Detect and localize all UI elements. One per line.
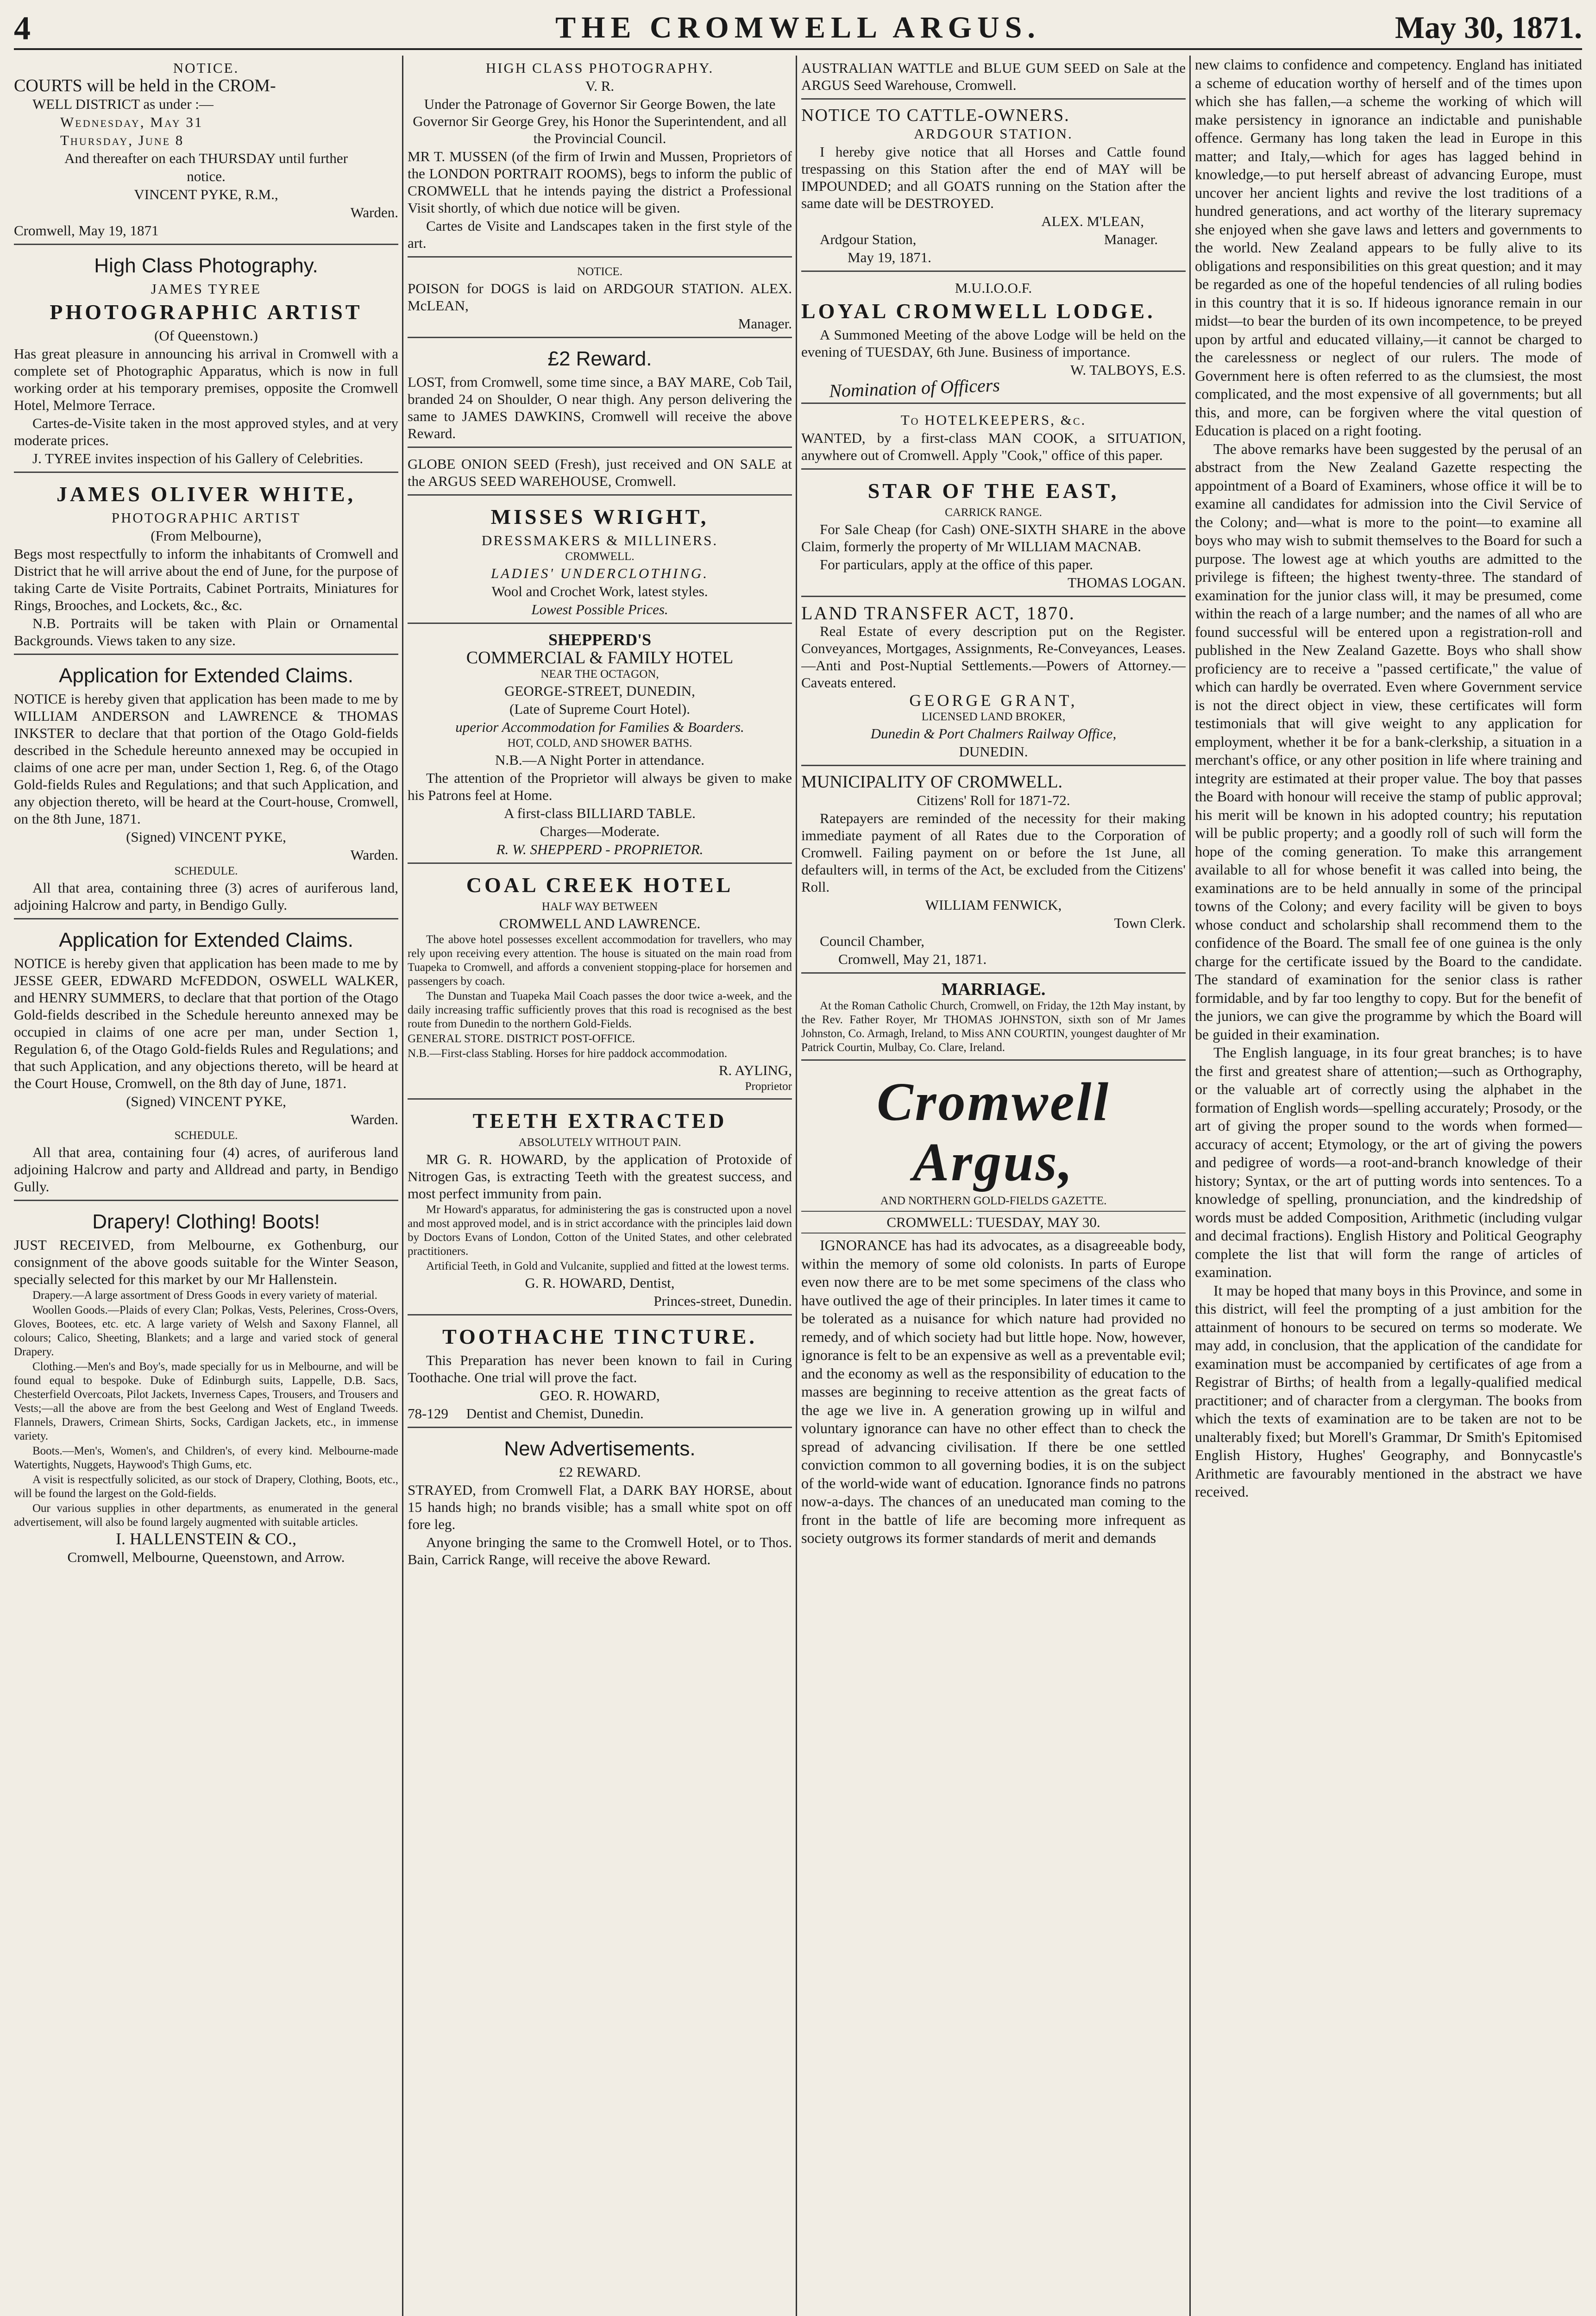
advert-heading: STAR OF THE EAST, (867, 479, 1119, 503)
advert-signature: THOMAS LOGAN. (1068, 574, 1186, 591)
new-advertisements (408, 1432, 792, 1573)
editorial-paragraph: new claims to confidence and competency. England has initiated a scheme of education worthy of herself and of the times upon which she has fallen,—a scheme the working of which will make persistency in ignorance an indictable and punishable offence. Germany has long taken the lead in Europe in this matter; and Italy,—which for ages has lagged behind in knowledge,—to put herself abreast of advancing Europe, must uncover her ancient lights and revive the lost traditions of a hundred generations, and act worthy of the literary supremacy she enjoyed when she gave laws and letters and governments to the world. New Zealand appears to be fully alive to its obligations and responsibilities on this great question; and it may be regarded as one of the hopeful tendencies of all ruling bodies in this country that it is so. If hideous ignorance remain in our midst—to bear the burden of its own incompetence, to be preyed upon by artful and educated villainy,—it cannot be charged to the carelessness or neglect of our rulers. The mode of Government here is often referred to as the clumsiest, the most complicated, and the most expensive of all governments; but all this, and more, can be forgiven where the vital question of Education is placed on a right footing. (1195, 56, 1582, 439)
advert-from: (Of Queenstown.) (154, 327, 258, 344)
advert-body: Woollen Goods.—Plaids of every Clan; Polkas, Vests, Pelerines, Cross-Overs, Gloves, Bootees, etc. etc. A large variety of Welsh and Saxony Flannel, all colours; Calico, Sheeting, Blankets; and a large and varied stock of general Drapery. (14, 1304, 398, 1358)
claim-signed: (Signed) VINCENT PYKE, (126, 1093, 286, 1109)
advert-body: Artificial Teeth, in Gold and Vulcanite, supplied and fitted at the lowest terms. (426, 1260, 789, 1272)
notice-heading: NOTICE TO CATTLE-OWNERS. (801, 106, 1070, 125)
schedule-heading: SCHEDULE. (174, 865, 238, 877)
column-1 (14, 56, 398, 2316)
notice-body: POISON for DOGS is laid on ARDGOUR STATION. ALEX. McLEAN, (408, 280, 792, 314)
reward-heading: £2 Reward. (547, 347, 652, 370)
advert-line: HOT, COLD, AND SHOWER BATHS. (507, 737, 692, 749)
tyree-advert (14, 249, 398, 473)
column-rule (402, 56, 403, 2316)
advert-body: A visit is respectfully solicited, as our stock of Drapery, Clothing, Boots, etc., will be found the largest on the Gold-fields. (14, 1473, 398, 1500)
advert-sub: ABSOLUTELY WITHOUT PAIN. (518, 1136, 681, 1149)
advert-line: Charges—Moderate. (540, 823, 660, 839)
advert-body: This Preparation has never been known to fail in Curing Toothache. One trial will prove the fact. (408, 1352, 792, 1385)
notice-line: COURTS will be held in the CROM- (14, 76, 276, 95)
shepperd-advert (408, 628, 792, 864)
advert-heading: LAND TRANSFER ACT, 1870. (801, 603, 1075, 623)
advert-line: N.B.—First-class Stabling. Horses for hire paddock accommodation. (408, 1047, 728, 1060)
courts-notice (14, 56, 398, 245)
claim-heading: Application for Extended Claims. (59, 929, 353, 951)
advert-sub: DRESSMAKERS & MILLINERS. (481, 532, 718, 548)
editorial-paragraph: IGNORANCE has had its advocates, as a disagreeable body, within the memory of some old colonists. In parts of Europe even now there are to be met some specimens of the class who have outlived the age of their principles. In later times it came to be tolerated as a nuisance for which nature had provided no remedy, and of which society had but little hope. Now, however, ignorance is felt to be an expensive as well as a preventable evil; and the economy as well as the responsibility of education to the masses are beginning to receive attention as the great facts of the age we live in. A generation growing up in wilful and voluntary ignorance can have no other effect than to check the spread of advancing civilisation. If there be one settled conviction common to all governing bodies, it is on the subject of the world-wide want of education. Ignorance finds no patrons now-a-days. The chances of an uneducated man coming to the front in the battle of life are becoming more infrequent as society outgrows its former standards of merit and demands (801, 1237, 1186, 1546)
notice-line: And thereafter on each THURSDAY until further (64, 150, 348, 166)
column-4 (1195, 56, 1582, 2316)
advert-body: Cartes-de-Visite taken in the most approved styles, and at very moderate prices. (14, 415, 398, 448)
advert-body: Drapery.—A large assortment of Dress Goods in every variety of material. (32, 1289, 377, 1302)
lodge-signature: W. TALBOYS, E.S. (1070, 362, 1186, 378)
notice-place-text: Ardgour Station, (820, 231, 917, 247)
reward-notice (408, 342, 792, 448)
advert-name: MISSES WRIGHT, (490, 505, 709, 529)
advert-heading: To HOTELKEEPERS, &c. (900, 412, 1087, 428)
advert-line: GENERAL STORE. DISTRICT POST-OFFICE. (408, 1032, 635, 1045)
marriage-notice (801, 977, 1186, 1061)
advert-line: A first-class BILLIARD TABLE. (504, 805, 696, 821)
notice-sub: Citizens' Roll for 1871-72. (917, 792, 1070, 808)
onion-advert (408, 452, 792, 496)
advert-address (408, 1405, 792, 1422)
notice-date: May 19, 1871. (848, 249, 931, 265)
advert-body: Has great pleasure in announcing his arrival in Cromwell with a complete set of Photographic Apparatus, which is now in full working order at his temporary premises, opposite the Cromwell Hotel, Melmore Terrace. (14, 346, 398, 413)
notice-body: Ratepayers are reminded of the necessity for their making immediate payment of all Rates due to the Corporation of Cromwell. Failing payment on or before the 1st June, all defaulters will, in terms of the Act, be excluded from the Citizens' Roll. (801, 810, 1186, 895)
advert-line: GEORGE-STREET, DUNEDIN, (504, 683, 695, 699)
advert-body: For Sale Cheap (for Cash) ONE-SIXTH SHARE in the above Claim, formerly the property of Mr WILLIAM MACNAB. (801, 521, 1186, 554)
editorial-paragraph: The English language, in its four great branches; is to have the first and greatest share of attention;—such as Orthography, or the valuable art of correctly using the alphabet in the formation of English words—spelling accurately; Prosody, or the art of giving the proper sound to the words when formed—accuracy of accent; Etymology, or the art of giving the powers and pedigree of words—a root-and-branch knowledge of their history; Syntax, or the art of putting words into sentences. To a knowledge of spelling, pronunciation, and the kindredship of words must be added Composition, Arithmetic (including vulgar and decimal fractions). English History and Political Geography complete the list that will form the range of articles of examination. (1195, 1044, 1582, 1280)
advert-title: PHOTOGRAPHIC ARTIST (111, 510, 301, 526)
advert-body: JUST RECEIVED, from Melbourne, ex Gothenburg, our consignment of the above goods suitable for the Winter Season, specially selected for this market by our Mr Hallenstein. (14, 1237, 398, 1287)
reward-heading: £2 REWARD. (559, 1464, 641, 1480)
notice-signature: WILLIAM FENWICK, (925, 897, 1062, 913)
notice-line: Thursday, June 8 (60, 132, 184, 148)
notice-title: Manager. (738, 315, 792, 332)
advert-signature: I. HALLENSTEIN & CO., (116, 1529, 296, 1548)
notice-date: Cromwell, May 19, 1871 (14, 222, 159, 239)
advert-heading: HIGH CLASS PHOTOGRAPHY. (485, 60, 714, 76)
advert-body: MR G. R. HOWARD, by the application of Protoxide of Nitrogen Gas, is extracting Teeth with the greatest success, and most perfect immunity from pain. (408, 1151, 792, 1202)
schedule-text: All that area, containing three (3) acres of auriferous land, adjoining Halcrow and party, in Bendigo Gully. (14, 880, 398, 913)
lodge-name: LOYAL CROMWELL LODGE. (801, 299, 1156, 323)
advert-line: NEAR THE OCTAGON, (540, 668, 659, 680)
advert-line: The attention of the Proprietor will always be given to make his Patrons feel at Home. (408, 770, 792, 803)
advert-town: DUNEDIN. (959, 743, 1028, 760)
claim-body: NOTICE is hereby given that application has been made to me by WILLIAM ANDERSON and LAWRENCE & THOMAS INKSTER to declare that that portion of the Otago Gold-fields described in the Schedule hereunto annexed may be occupied in claims of one acre per man, under Section 1, Reg. 6, of the Otago Gold-fields Rules and Regulations; and that such Application, and any objection thereto, will be heard at the Court-house, Cromwell, on the 8th June, 1871. (14, 691, 398, 827)
column-rule (1189, 56, 1191, 2316)
advert-line: (Late of Supreme Court Hotel). (509, 701, 690, 717)
paper-banner: Cromwell Argus, (876, 1071, 1111, 1192)
advert-address: Cromwell, Melbourne, Queenstown, and Arrow. (67, 1549, 345, 1565)
advert-heading: COAL CREEK HOTEL (466, 873, 734, 897)
advert-body: Cartes de Visite and Landscapes taken in the first style of the art. (408, 218, 792, 251)
cattle-notice (801, 103, 1186, 272)
advert-heading: SHEPPERD'S (548, 630, 652, 649)
advert-line: LADIES' UNDERCLOTHING. (490, 565, 709, 581)
advert-body: Begs most respectfully to inform the inhabitants of Cromwell and District that he will arrive about the end of June, for the purpose of taking Carte de Visite Portraits, Cabinet Portraits, Miniatures for Rings, Brooches, and Lockets, &c., &c. (14, 546, 398, 613)
coal-creek-advert (408, 868, 792, 1100)
advert-signature: R. W. SHEPPERD - PROPRIETOR. (496, 841, 704, 857)
advert-signature: G. R. HOWARD, Dentist, (525, 1275, 675, 1291)
schedule-text: All that area, containing four (4) acres, of auriferous land adjoining Halcrow and party and Alldread and party, in Bendigo Gully. (14, 1144, 398, 1195)
advert-name: GEORGE GRANT, (909, 691, 1078, 710)
lodge-order: M.U.I.O.O.F. (955, 280, 1032, 296)
issue-date: May 30, 1871. (1395, 10, 1582, 45)
advert-heading: Drapery! Clothing! Boots! (92, 1210, 320, 1233)
paper-title: THE CROMWELL ARGUS. (555, 11, 1041, 44)
claim-signed: (Signed) VINCENT PYKE, (126, 829, 286, 845)
star-advert (801, 473, 1186, 597)
advert-body: Real Estate of every description put on the Register. Conveyances, Mortgages, Assignments, Re-Conveyances, Leases.—Anti and Post-Nuptial Settlements.—Powers of Attorney.—Caveats entered. (801, 623, 1186, 691)
advert-body: The Dunstan and Tuapeka Mail Coach passes the door twice a-week, and the daily increasing traffic sufficiently proves that this road is recognised as the best route from Dunedin to the northern Gold-Fields. (408, 990, 792, 1030)
notice-station: ARDGOUR STATION. (914, 126, 1073, 142)
white-advert (14, 477, 398, 655)
advert-body: GLOBE ONION SEED (Fresh), just received and ON SALE at the ARGUS SEED WAREHOUSE, Cromwell. (408, 456, 792, 489)
cook-advert (801, 408, 1186, 470)
marriage-heading: MARRIAGE. (941, 980, 1046, 999)
notice-signature: VINCENT PYKE, R.M., (134, 186, 278, 202)
advert-patronage: Under the Patronage of Governor Sir George Bowen, the late Governor Sir George Grey, his Honor the Superintendent, and all the Provincial Council. (413, 96, 787, 146)
column-rule (796, 56, 797, 2316)
claim-heading: Application for Extended Claims. (59, 664, 353, 687)
marriage-body: At the Roman Catholic Church, Cromwell, on Friday, the 12th May instant, by the Rev. Father Royer, Mr THOMAS JOHNSTON, sixth son of Mr James Johnston, Co. Armagh, Ireland, to Miss ANN COURTIN, youngest daughter of Mr Patrick Courtin, Mulbay, Co. Clare, Ireland. (801, 1000, 1186, 1054)
notice-title: Town Clerk. (1114, 915, 1186, 931)
royal-cipher: V. R. (585, 78, 615, 94)
column-3 (801, 56, 1186, 2316)
advert-body: Our various supplies in other departments, as enumerated in the general advertisement, will also be found largely augmented with suitable articles. (14, 1502, 398, 1529)
editorial (801, 1064, 1186, 1551)
advert-line: Lowest Possible Prices. (531, 601, 668, 617)
poison-notice (408, 261, 792, 338)
notice-title: Warden. (350, 204, 398, 220)
advert-line: N.B.—A Night Porter in attendance. (495, 752, 704, 768)
advert-body: Boots.—Men's, Women's, and Children's, of every kind. Melbourne-made Watertights, Nuggets, Haywood's Thigh Gums, etc. (14, 1445, 398, 1471)
notice-line: notice. (187, 168, 226, 184)
reward-body: LOST, from Cromwell, some time since, a BAY MARE, Cob Tail, branded 24 on Shoulder, O near thigh. Any person delivering the same to JAMES DAWKINS, Cromwell will receive the above Reward. (408, 374, 792, 441)
notice-date: Cromwell, May 21, 1871. (838, 951, 987, 967)
land-transfer-advert (801, 601, 1186, 766)
advert-body: N.B. Portraits will be taken with Plain or Ornamental Backgrounds. Views taken to any size. (14, 615, 398, 648)
page-number: 4 (14, 10, 31, 47)
advert-signature: GEO. R. HOWARD, (540, 1387, 660, 1403)
notice-heading: MUNICIPALITY OF CROMWELL. (801, 772, 1063, 792)
advert-line: CROMWELL AND LAWRENCE. (499, 915, 701, 931)
wattle-advert (801, 56, 1186, 100)
notice-signature: ALEX. M'LEAN, (1041, 213, 1144, 229)
masthead (14, 9, 1582, 50)
advert-title: PHOTOGRAPHIC ARTIST (50, 300, 363, 324)
advert-body: The above hotel possesses excellent accommodation for travellers, who may rely upon receiving every attention. The house is situated on the main road from Tuapeka to Cromwell, and affords a convenient stopping-place for horsemen and passengers by coach. (408, 933, 792, 988)
reward-body: Anyone bringing the same to the Cromwell Hotel, or to Thos. Bain, Carrick Range, will receive the above Reward. (408, 1534, 792, 1567)
advert-line: uperior Accommodation for Families & Boarders. (455, 719, 744, 735)
claim-body: NOTICE is hereby given that application has been made to me by JESSE GEER, EDWARD McFEDDON, OSWELL WALKER, and HENRY SUMMERS, to declare that that portion of the Otago Gold-fields described in the Schedule hereunto annexed may be occupied in claims of one acre per man, under Section 1, Regulation 6, of the Otago Gold-fields Rules and Regulations; and that such Application, and any objections thereto, will be heard at the Court House, Cromwell, on the 8th day of June, 1871. (14, 955, 398, 1091)
notice-heading: NOTICE. (173, 60, 239, 76)
advert-signature: R. AYLING, (718, 1062, 792, 1078)
notice-line: WELL DISTRICT as under :— (32, 96, 214, 112)
tincture-advert (408, 1319, 792, 1428)
advert-name: JAMES OLIVER WHITE, (56, 482, 356, 506)
advert-address: Princes-street, Dunedin. (653, 1293, 792, 1309)
advert-body: MR T. MUSSEN (of the firm of Irwin and Mussen, Proprietors of the LONDON PORTRAIT ROOMS), begs to inform the public of CROMWELL that he intends paying the district a Professional Visit shortly, of which due notice will be given. (408, 148, 792, 216)
schedule-heading: SCHEDULE. (174, 1129, 238, 1142)
advert-body: Mr Howard's apparatus, for administering the gas is constructed upon a novel and most approved model, and is in strict accordance with the principles laid down by Doctors Evans of London, Cotton of the United States, and other celebrated practitioners. (408, 1203, 792, 1258)
notice-title: Manager. (1104, 231, 1158, 247)
lodge-notice (801, 276, 1186, 404)
reward-body: STRAYED, from Cromwell Flat, a DARK BAY HORSE, about 15 hands high; no brands visible; has a small white spot on off fore leg. (408, 1482, 792, 1532)
editorial-paragraph: It may be hoped that many boys in this Province, and some in this district, will feel the prompting of a just ambition for the attainment of honours to be secured on terms so moderate. We may add, in conclusion, that the application of the candidate for examination must be accompanied by certificates of age from a Registrar of Births; of health from a legally-qualified medical practitioner; and of character from a clergyman. The books from which the texts of examination are to be taken are not to be unalterably fixed; but Morell's Grammar, Dr Smith's Epitomised English History, Hughes' Geography, and Bonnycastle's Arithmetic are favourably mentioned in the abstract we have received. (1195, 1282, 1582, 1500)
advert-title: Proprietor (745, 1080, 792, 1093)
advert-office: Dunedin & Port Chalmers Railway Office, (870, 725, 1117, 742)
advert-name: JAMES TYREE (151, 281, 262, 297)
notice-heading: NOTICE. (577, 265, 622, 278)
advert-from: (From Melbourne), (151, 528, 262, 544)
drapery-advert (14, 1205, 398, 1570)
banner-sub: AND NORTHERN GOLD-FIELDS GAZETTE. (880, 1195, 1107, 1207)
advert-sub: CARRICK RANGE. (945, 506, 1042, 519)
mussen-advert (408, 56, 792, 258)
advert-line: Wool and Crochet Work, latest styles. (491, 583, 708, 599)
notice-line: Wednesday, May 31 (60, 114, 203, 130)
advert-heading: High Class Photography. (94, 254, 318, 277)
advert-line: HALF WAY BETWEEN (541, 900, 658, 913)
advert-heading: TOOTHACHE TINCTURE. (442, 1325, 757, 1348)
section-heading: New Advertisements. (504, 1437, 696, 1460)
handwritten-note-text: Nomination of Officers (829, 374, 1000, 402)
advert-name: COMMERCIAL & FAMILY HOTEL (466, 648, 734, 667)
editorial-paragraph: The above remarks have been suggested by the perusal of an abstract from the New Zealand Gazette respecting the appointment of a Board of Examiners, whose office it will be to examine all candidates for admission into the Civil Service of the Colony; and—what is more to the point—to examine all boys who may wish to submit themselves to the Board for such a purpose. The lowest age at which youths are admitted to the privilege is fifteen; the highest twenty-three. The standard of examination for the junior class will, it may be presumed, come within the reach of a large number; and the names of all who are found successful will be entered upon a registration-roll and published in the New Zealand Gazette. Boys who shall show proficiency are to receive a "passed certificate," the value of which can hardly be overrated. Even where Government service is not the direct object in view, these certificates will form testimonials that will give weight to any application for employment, whether it be for a bank-clerkship, a situation in a merchant's office, or any other position in life where training and integrity are estimated at their proper value. The boy that passes the Board with honour will receive the stamp of public approval; his merit will be known in his adopted country; his reputation will be public property; and a goodly roll of such will form the hope of the coming generation. To make this arrangement available to all for whose benefit it was called into being, the examinations are to be held annually in some of the principal towns of the Colony; and every facility will be given to boys whose conduct and scholarship shall recommend them to the confidence of the Board. The small fee of one guinea is the only charge for the certificate issued by the Board to the candidate. The standard of examination for the senior class is rather formidable, and by far too lengthy to copy. But for the benefit of the juniors, we can give the programme by which the Board will be guided in their examination. (1195, 440, 1582, 1043)
advert-heading: TEETH EXTRACTED (472, 1109, 727, 1133)
advert-sub: LICENSED LAND BROKER, (921, 711, 1066, 723)
wright-advert (408, 499, 792, 624)
municipality-notice (801, 770, 1186, 974)
advert-body: AUSTRALIAN WATTLE and BLUE GUM SEED on Sale at the ARGUS Seed Warehouse, Cromwell. (801, 60, 1186, 93)
advert-code: 78-129 (408, 1405, 448, 1422)
notice-chamber: Council Chamber, (820, 933, 925, 949)
teeth-advert (408, 1103, 792, 1315)
notice-place (801, 231, 1186, 248)
notice-body: I hereby give notice that all Horses and Cattle found trespassing on this Station after the end of MAY will be IMPOUNDED; and all GOATS running on the Station after the same date will be DESTROYED. (801, 144, 1186, 211)
lodge-body: A Summoned Meeting of the above Lodge will be held on the evening of TUESDAY, 6th June. Business of importance. (801, 327, 1186, 360)
claim-warden: Warden. (350, 1111, 398, 1127)
advert-address-text: Dentist and Chemist, Dunedin. (466, 1405, 644, 1422)
advert-body: J. TYREE invites inspection of his Gallery of Celebrities. (32, 450, 364, 466)
advert-body: For particulars, apply at the office of this paper. (820, 556, 1093, 573)
claim-warden: Warden. (350, 847, 398, 863)
editorial-dateline: CROMWELL: TUESDAY, MAY 30. (801, 1211, 1186, 1234)
claim-notice-1 (14, 659, 398, 919)
handwritten-note (801, 374, 1186, 402)
advert-body: WANTED, by a first-class MAN COOK, a SITUATION, anywhere out of Cromwell. Apply "Cook," office of this paper. (801, 430, 1186, 463)
claim-notice-2 (14, 923, 398, 1201)
advert-town: CROMWELL. (565, 550, 635, 563)
column-2 (408, 56, 792, 2316)
advert-body: Clothing.—Men's and Boy's, made specially for us in Melbourne, and will be found equal to bespoke. Duke of Edinburgh suits, Lappelle, D.B. Sacs, Chesterfield Overcoats, Pilot Jackets, Inverness Capes, Trousers, and Trousers and Vests;—all the above are from the best Geelong and West of England Tweeds. Flannels, Drawers, Crimean Shirts, Socks, Cardigan Jackets, etc., in immense variety. (14, 1360, 398, 1442)
